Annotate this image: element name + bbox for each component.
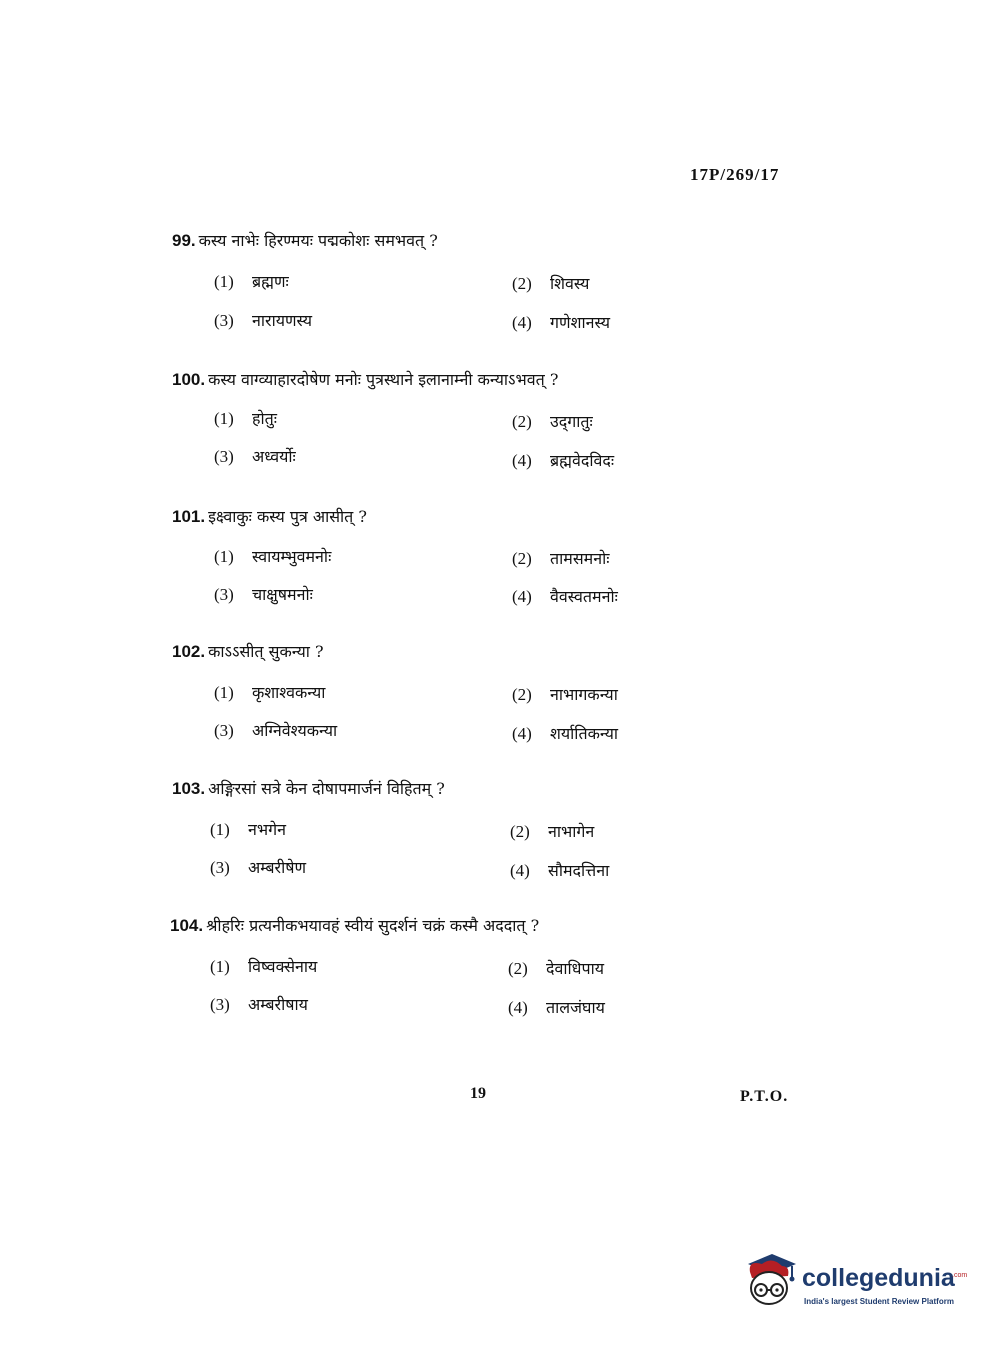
option-text: सौमदत्तिना [548,861,610,880]
option-text: अध्वर्योः [252,447,296,466]
option-number: (4) [512,587,532,606]
option-number: (2) [512,549,532,568]
option-text: अग्निवेश्यकन्या [252,721,338,740]
option-1 [210,818,286,840]
option-3 [210,856,306,878]
brand-tagline: India's largest Student Review Platform [804,1297,954,1306]
option-text: चाक्षुषमनोः [252,585,313,604]
option-text: ब्रह्मवेदविदः [550,451,615,470]
paper-code: 17P/269/17 [690,165,780,184]
question-number: 100. [172,370,206,389]
option-3 [214,445,296,467]
option-4 [512,449,614,471]
question-101 [172,505,852,529]
pto-label: P.T.O. [740,1088,789,1105]
option-number: (3) [214,311,234,330]
option-4 [512,722,618,744]
question-text: श्रीहरिः प्रत्यनीकभयावहं स्वीयं सुदर्शनं चक्रं कस्मै अददात् ? [206,916,540,935]
option-text: उद्‌गातुः [550,412,593,431]
option-number: (1) [214,409,234,428]
option-text: देवाधिपाय [546,959,605,978]
question-text: कस्य वाग्व्याहारदोषेण मनोः पुत्रस्थाने इलानाम्नी कन्याऽभवत् ? [208,370,559,389]
question-text: कस्य नाभेः हिरण्मयः पद्मकोशः समभवत् ? [198,231,438,250]
question-number: 104. [170,916,204,935]
option-4 [512,585,618,607]
option-2 [512,547,609,569]
option-text: नारायणस्य [252,311,313,330]
option-4 [510,859,609,881]
option-number: (2) [512,685,532,704]
option-number: (1) [214,547,234,566]
option-number: (2) [512,274,532,293]
option-1 [214,407,277,429]
question-99 [172,229,852,253]
option-2 [512,683,618,705]
option-text: नभगेन [248,820,287,839]
option-3 [210,993,308,1015]
question-103 [172,777,852,801]
option-number: (3) [214,721,234,740]
option-3 [214,719,337,741]
option-1 [214,545,331,567]
option-number: (1) [210,957,230,976]
option-number: (2) [512,412,532,431]
option-text: ब्रह्मणः [252,272,289,291]
question-102 [172,640,852,664]
option-3 [214,309,312,331]
question-text: अङ्गिरसां सत्रे केन दोषापमार्जनं विहितम् ? [208,779,445,798]
option-text: स्वायम्भुवमनोः [252,547,332,566]
question-text: काऽऽसीत् सुकन्या ? [208,642,324,661]
option-text: कृशाश्वकन्या [252,683,326,702]
option-number: (3) [214,585,234,604]
option-4 [512,311,610,333]
option-4 [508,996,605,1018]
option-2 [508,957,604,979]
option-text: अम्बरीषाय [248,995,308,1014]
collegedunia-logo [742,1250,972,1320]
question-text: इक्ष्वाकुः कस्य पुत्र आसीत् ? [208,507,367,526]
option-number: (3) [214,447,234,466]
option-text: शर्यातिकन्या [550,724,619,743]
question-104 [170,914,850,938]
option-number: (2) [508,959,528,978]
option-number: (4) [510,861,530,880]
question-number: 102. [172,642,206,661]
question-number: 101. [172,507,206,526]
option-number: (3) [210,858,230,877]
option-text: तामसमनोः [550,549,610,568]
option-2 [512,272,589,294]
option-text: शिवस्य [550,274,590,293]
option-text: वैवस्वतमनोः [550,587,618,606]
option-text: विष्वक्सेनाय [248,957,318,976]
question-number: 99. [172,231,196,250]
page-number: 19 [470,1085,486,1102]
brand-name: collegedunia [802,1264,955,1292]
option-number: (4) [508,998,528,1017]
question-100 [172,368,852,392]
option-number: (4) [512,313,532,332]
brand-domain: .com [952,1272,968,1279]
mascot-icon [742,1250,800,1312]
option-3 [214,583,313,605]
option-text: अम्बरीषेण [248,858,307,877]
option-text: होतुः [252,409,277,428]
option-number: (1) [210,820,230,839]
option-text: नाभागकन्या [550,685,618,704]
option-1 [210,955,317,977]
option-number: (4) [512,451,532,470]
option-2 [510,820,594,842]
option-text: तालजंघाय [546,998,605,1017]
option-number: (4) [512,724,532,743]
option-1 [214,270,289,292]
option-number: (3) [210,995,230,1014]
option-text: नाभागेन [548,822,595,841]
option-2 [512,410,593,432]
option-number: (1) [214,272,234,291]
option-number: (2) [510,822,530,841]
option-1 [214,681,325,703]
option-text: गणेशानस्य [550,313,610,332]
option-number: (1) [214,683,234,702]
question-number: 103. [172,779,206,798]
